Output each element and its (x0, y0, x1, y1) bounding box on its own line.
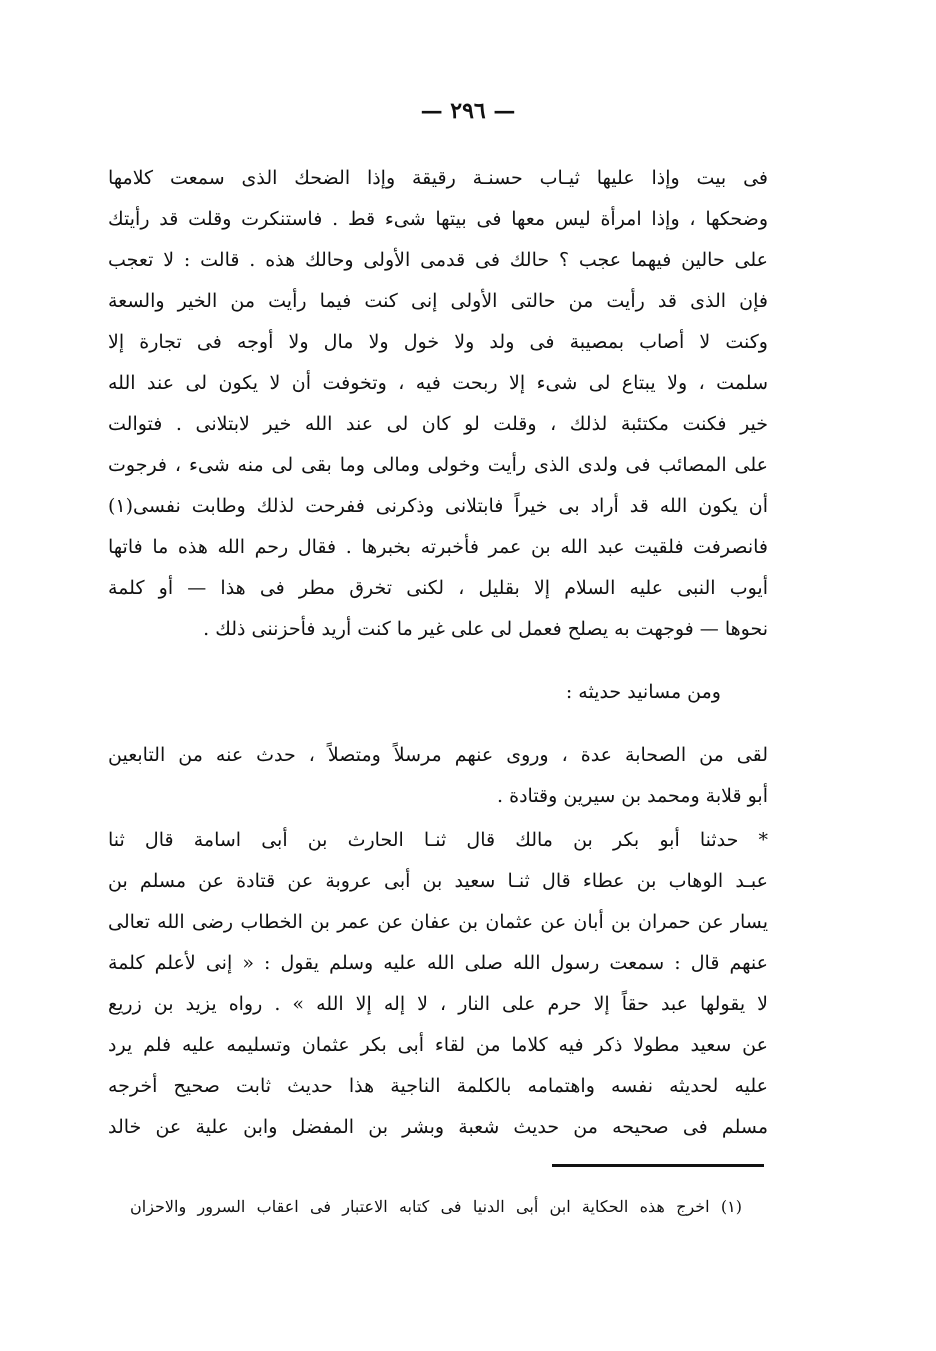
text-line: أيوب النبى عليه السلام إلا بقليل ، لكنى تخرق مطر فى هذا — أو كلمة (108, 577, 768, 599)
text-line: عبـد الوهاب بن عطاء قال ثنـا سعيد بن أبى عروبة عن قتادة عن مسلم بن (108, 870, 768, 892)
text-line: لا يقولها عبد حقاً إلا حرم على النار ، لا إله إلا الله » . رواه يزيد بن زريع (108, 993, 768, 1015)
text-line: * حدثنا أبو بكر بن مالك قال ثنـا الحارث بن أبى اسامة قال ثنا (108, 829, 768, 851)
paragraph-story (108, 158, 768, 650)
text-line: وكنت لا أصاب بمصيبة فى ولد ولا خول ولا مال ولا أوجه فى تجارة إلا (108, 331, 768, 353)
text-line: عن سعيد مطولا ذكر فيه كلاما من لقاء أبى بكر عثمان وتسليمه عليه فلم يرد (108, 1034, 768, 1056)
paragraph-hadith (108, 820, 768, 1148)
text-line: يسار عن حمران بن أبان عن عثمان بن عفان عن عمر بن الخطاب رضى الله تعالى (108, 911, 768, 933)
text-line: خير فكنت مكتئبة لذلك ، وقلت لو كان لى عند الله خير لابتلانى . فتوالت (108, 413, 768, 435)
text-line: أن يكون الله قد أراد بى خيراً فابتلانى وذكرنى ففرحت لذلك وطابت نفسى(١) (108, 495, 768, 517)
paragraph-companions (108, 735, 768, 817)
text-line: أبو قلابة ومحمد بن سيرين وقتادة . (497, 785, 768, 807)
text-line: فانصرفت فلقيت عبد الله بن عمر فأخبرته بخبرها . فقال رحم الله هذه ما فاتها (108, 536, 768, 558)
section-subheading: ومن مسانيد حديثه : (565, 681, 721, 703)
text-line: عليه لحديثه نفسه واهتمامه بالكلمة الناجية هذا حديث ثابت صحيح أخرجه (108, 1075, 768, 1097)
footnote: (١) اخرج هذه الحكاية ابن أبى الدنيا فى كتابه الاعتبار فى اعقاب السرور والاحزان (130, 1197, 743, 1216)
text-line: فإن الذى قد رأيت من حالتى الأولى إنى كنت فيما رأيت من الخير والسعة (108, 290, 768, 312)
text-line: مسلم فى صحيحه من حديث شعبة وبشر بن المفضل وابن علية عن خالد (108, 1116, 768, 1138)
text-line: على حالين فيهما عجب ؟ حالك فى قدمى الأولى وحالك هذه . قالت : لا تعجب (108, 249, 768, 271)
text-line: وضحكها ، وإذا امرأة ليس معها فى بيتها شىء قط . فاستنكرت وقلت قد رأيتك (108, 208, 768, 230)
text-line: فى بيت وإذا عليها ثيـاب حسنـة رقيقة وإذا الضحك الذى سمعت كلامها (108, 167, 768, 189)
text-line: على المصائب فى ولدى الذى رأيت وخولى ومالى وما بقى لى منه شىء ، فرجوت (108, 454, 768, 476)
text-line: عنهم قال : سمعت رسول الله صلى الله عليه وسلم يقول : « إنى لأعلم كلمة (108, 952, 768, 974)
page-number: — ٢٩٦ — (420, 98, 516, 124)
text-line: نحوها — فوجهت به يصلح فعمل لى على غير ما كنت أريد فأحزننى ذلك . (203, 618, 768, 640)
text-line: لقى من الصحابة عدة ، وروى عنهم مرسلاً ومتصلاً ، حدث عنه من التابعين (108, 744, 768, 766)
footnote-divider (552, 1164, 764, 1167)
text-line: سلمت ، ولا يبتاع لى شىء إلا ربحت فيه ، وتخوفت أن لا يكون لى عند الله (108, 372, 768, 394)
